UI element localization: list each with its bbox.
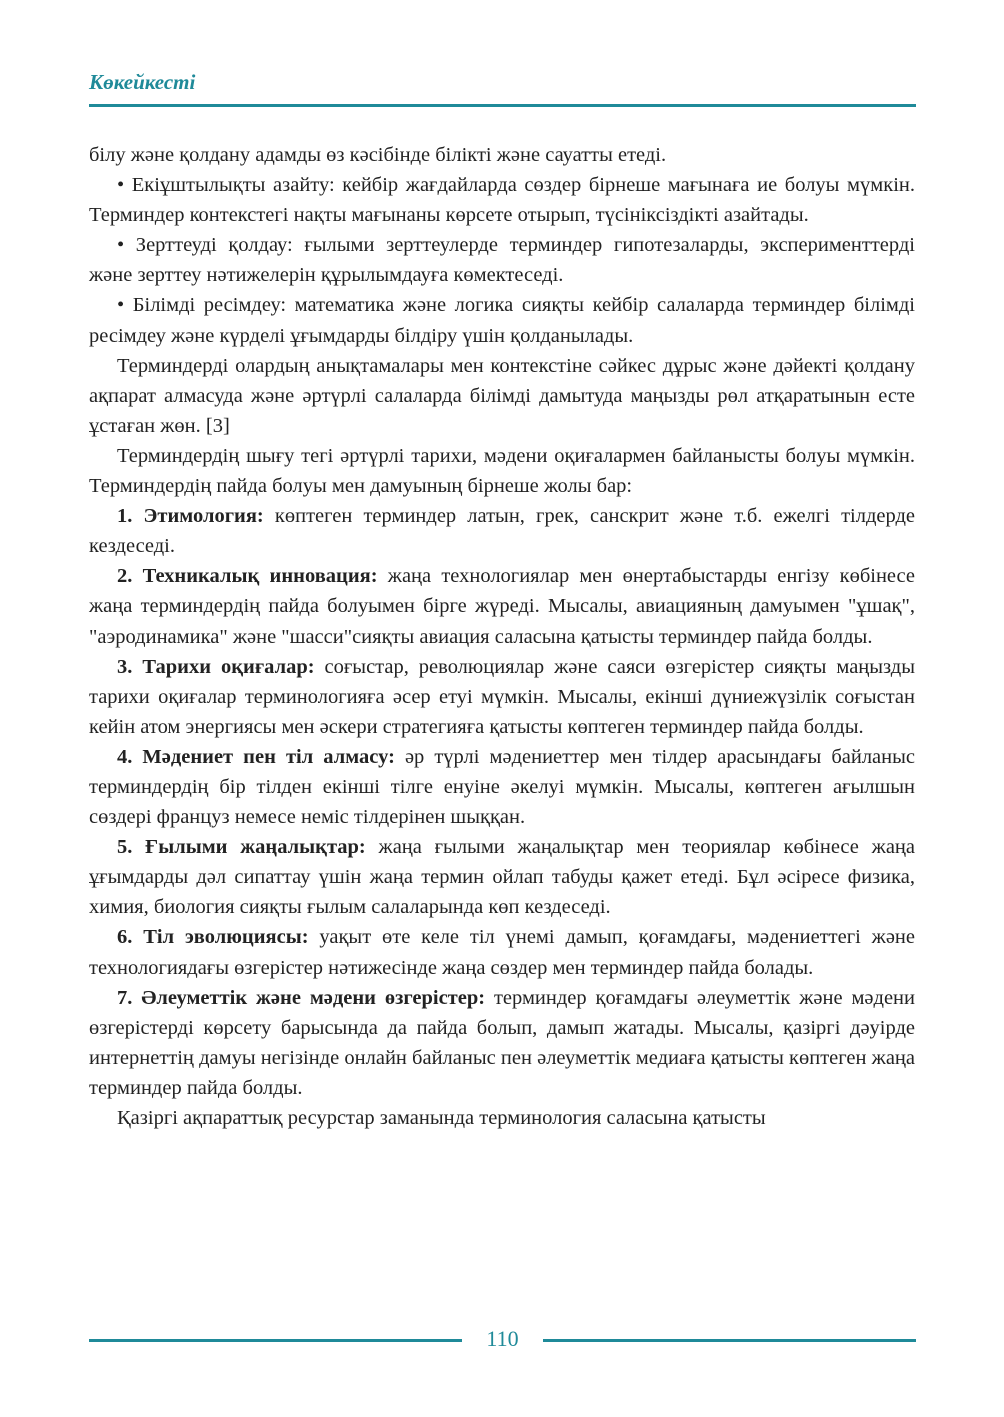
running-header-title: Көкейкесті [89,70,196,94]
header-rule [89,104,916,107]
paragraph-continuation: білу және қолдану адамды өз кәсібінде білікті және сауатты етеді. [89,144,667,166]
list-item-social-cultural-change: 7. Әлеуметтік және мәдени өзгерістер: терминдер қоғамдағы әлеуметтік және мәдени өзгерістерді көрсету барысында да пайда болып, дамып жатады. Мысалы, қазіргі дәуірде интернеттің дамуы негізінде онлайн байланыс пен әлеуметтік медиаға қатысты көптеген жаңа терминдер пайда болды. [89,986,915,1099]
footer-rule-left [89,1339,462,1342]
paragraph: Терминдерді олардың анықтамалары мен контекстіне сәйкес дұрыс және дәйекті қолдану ақпарат алмасуда және әртүрлі салаларда білімді дамытуда маңызды рөл атқаратынын есте ұстаған жөн. [3] [89,354,915,437]
list-item-heading: 4. Мәдениет пен тіл алмасу: [117,745,395,768]
footer-rule-right [543,1339,916,1342]
list-item-heading: 2. Техникалық инновация: [117,565,378,588]
bullet-paragraph: • Екіұштылықты азайту: кейбір жағдайларда сөздер бірнеше мағынаға ие болуы мүмкін. Терминдер контекстегі нақты мағынаны көрсете отырып, түсініксіздікті азайтады. [89,174,915,227]
page-number: 110 [486,1326,519,1351]
list-item-technical-innovation: 2. Техникалық инновация: жаңа технологиялар мен өнертабыстарды енгізу көбінесе жаңа терминдердің пайда болуымен бірге жүреді. Мысалы, авиацияның дамуымен "ұшақ", "аэродинамика" және "шасси"сияқты авиация саласына қатысты терминдер пайда болды. [89,565,915,648]
list-item-heading: 1. Этимология: [117,505,264,528]
list-item-historical-events: 3. Тарихи оқиғалар: соғыстар, революциялар және саяси өзгерістер сияқты маңызды тарихи оқиғалар терминологияға әсер етуі мүмкін. Мысалы, екінші дүниежүзілік соғыстан кейін атом энергиясы мен әскери стратегияға қатысты көптеген терминдер пайда болды. [89,655,915,738]
list-item-language-evolution: 6. Тіл эволюциясы: уақыт өте келе тіл үнемі дамып, қоғамдағы, мәдениеттегі және технологиядағы өзгерістер нәтижесінде жаңа сөздер мен терминдер пайда болады. [89,926,915,979]
list-item-heading: 6. Тіл эволюциясы: [117,926,309,949]
list-item-etymology: 1. Этимология: көптеген терминдер латын, грек, санскрит және т.б. ежелгі тілдерде кездеседі. [89,505,915,558]
list-item-heading: 7. Әлеуметтік және мәдени өзгерістер: [117,986,486,1009]
paragraph: Қазіргі ақпараттық ресурстар заманында терминология саласына қатысты [117,1107,766,1129]
list-item-culture-language: 4. Мәдениет пен тіл алмасу: әр түрлі мәдениеттер мен тілдер арасындағы байланыс терминдердің бір тілден екінші тілге енуіне әкелуі мүмкін. Мысалы, көптеген ағылшын сөздері француз немесе неміс тілдерінен шыққан. [89,745,915,829]
bullet-paragraph: • Зерттеуді қолдау: ғылыми зерттеулерде терминдер гипотезаларды, эксперименттерді және зерттеу нәтижелерін құрылымдауға көмектеседі. [89,234,915,287]
paragraph: Терминдердің шығу тегі әртүрлі тарихи, мәдени оқиғалармен байланысты болуы мүмкін. Терминдердің пайда болуы мен дамуының бірнеше жолы бар: [89,444,915,498]
list-item-heading: 3. Тарихи оқиғалар: [117,655,315,678]
bullet-paragraph: • Білімді ресімдеу: математика және логика сияқты кейбір салаларда терминдер білімді ресімдеу және күрделі ұғымдарды білдіру үшін қолданылады. [89,294,915,347]
list-item-heading: 5. Ғылыми жаңалықтар: [117,836,366,859]
page-body [89,140,915,1133]
list-item-scientific-discoveries: 5. Ғылыми жаңалықтар: жаңа ғылыми жаңалықтар мен теориялар көбінесе жаңа ұғымдарды дәл сипаттау үшін жаңа термин ойлап табуды қажет етеді. Бұл әсіресе физика, химия, биология сияқты ғылым салаларында көп кездеседі. [89,836,915,919]
